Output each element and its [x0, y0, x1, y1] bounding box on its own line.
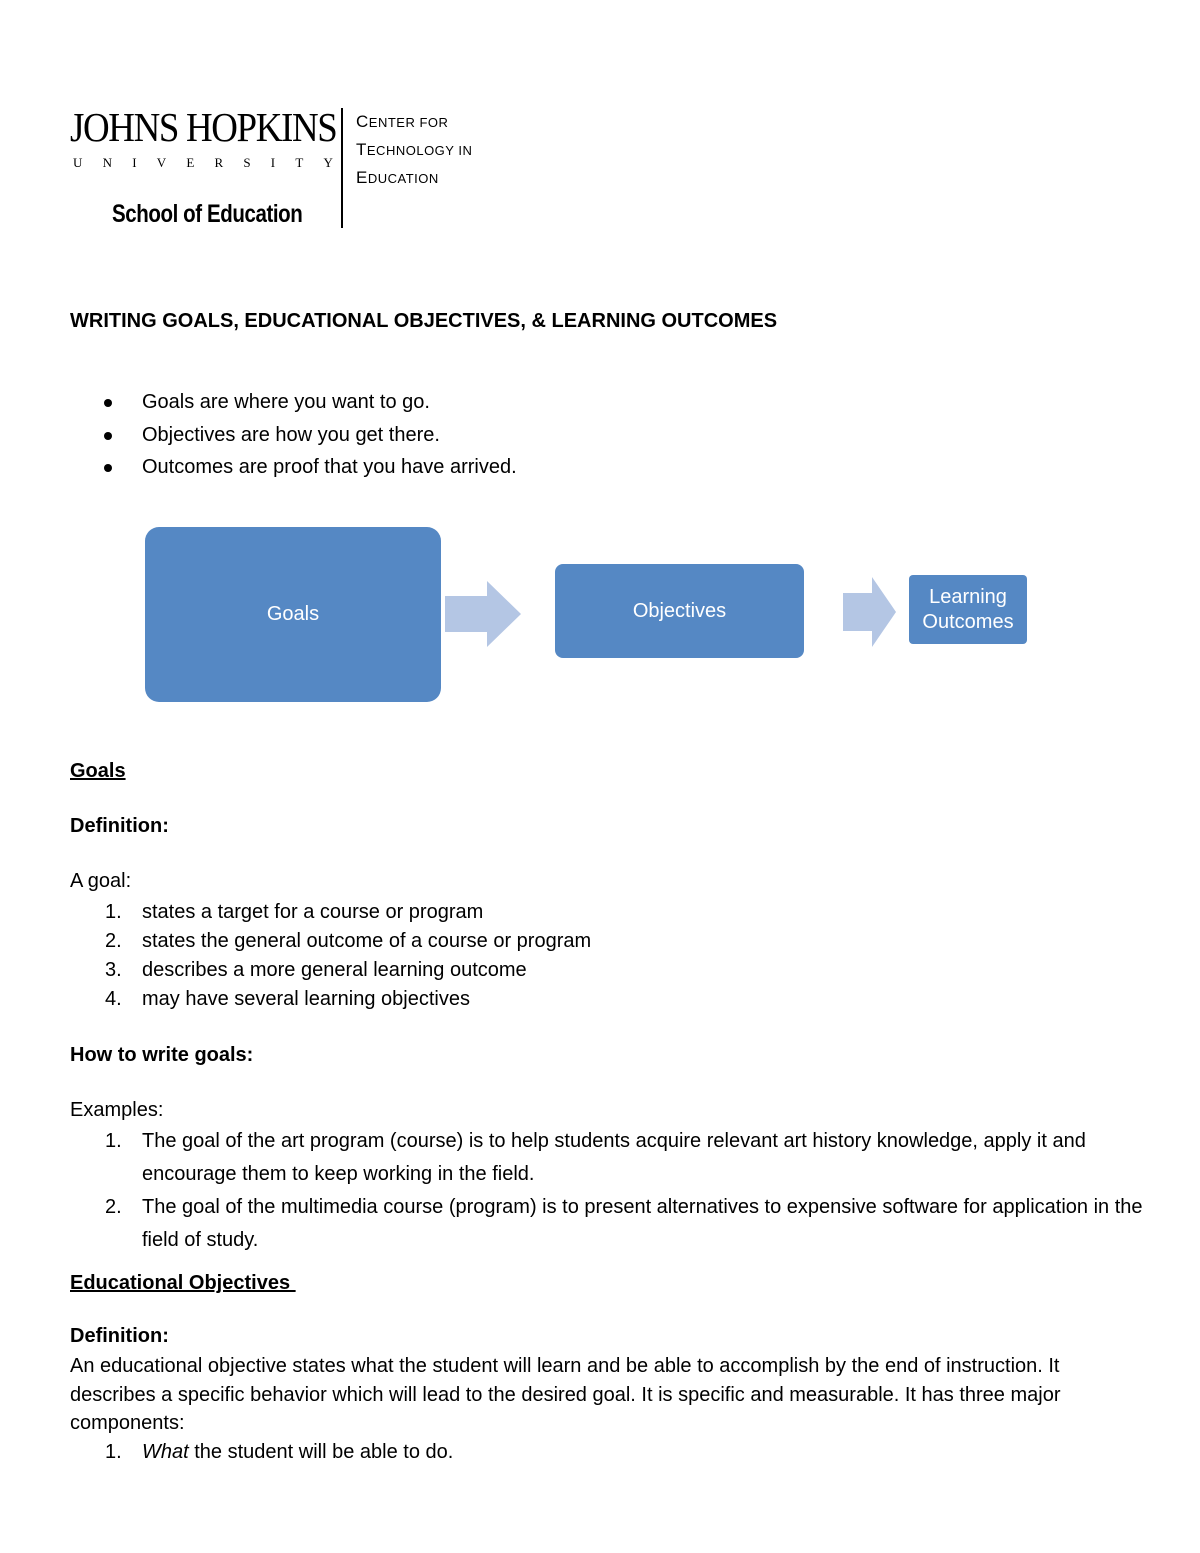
list-item: 4. may have several learning objectives — [105, 988, 470, 1010]
objectives-definition-label: Definition: — [70, 1325, 169, 1347]
logo-univ-letter: I — [132, 155, 137, 170]
logo-univ-letter: R — [214, 155, 224, 170]
goals-definition-label: Definition: — [70, 815, 169, 837]
logo-university — [73, 155, 333, 171]
logo-center-line: CENTER FOR — [356, 112, 449, 131]
diagram-outcomes-box: Learning Outcomes — [909, 575, 1027, 644]
page-title: WRITING GOALS, EDUCATIONAL OBJECTIVES, & LEARNING OUTCOMES — [70, 310, 778, 332]
logo-univ-letter: N — [102, 155, 112, 170]
objectives-components-list — [105, 1438, 453, 1467]
goals-heading: Goals — [70, 760, 126, 782]
how-to-write-goals-label: How to write goals: — [70, 1044, 254, 1066]
objectives-heading: Educational Objectives — [70, 1272, 296, 1294]
bullet-icon — [104, 399, 112, 407]
diagram-objectives-box: Objectives — [555, 564, 804, 658]
list-item: 1. states a target for a course or program — [105, 901, 484, 923]
logo-school: School of Education — [112, 200, 303, 228]
list-item: Outcomes are proof that you have arrived. — [104, 451, 517, 484]
logo-univ-letter: S — [243, 155, 251, 170]
logo-univ-letter: E — [186, 155, 195, 170]
list-item: 2. The goal of the multimedia course (program) is to present alternatives to expensive software for application in the field of study. — [105, 1196, 1143, 1251]
objectives-paragraph: An educational objective states what the student will learn and be able to accomplish by the end of instruction. It describes a specific behavior which will lead to the desired goal. It is specific and measurable. It has three major components: — [70, 1355, 1061, 1434]
list-item: 1. What the student will be able to do. — [105, 1441, 454, 1463]
logo-center-line: TECHNOLOGY IN — [356, 140, 473, 159]
logo-univ-letter: V — [156, 155, 167, 170]
list-item: 3. describes a more general learning outcome — [105, 959, 527, 981]
logo-univ-letter: T — [295, 155, 304, 170]
list-item: 1. The goal of the art program (course) is to help students acquire relevant art history knowledge, apply it and encourage them to keep working in the field. — [105, 1130, 1086, 1185]
list-item: Objectives are how you get there. — [104, 419, 517, 452]
diagram-arrow-icon — [842, 576, 898, 650]
goals-definition-list — [105, 898, 591, 1014]
examples-label: Examples: — [70, 1099, 164, 1121]
list-item: Goals are where you want to go. — [104, 386, 517, 419]
goals-examples-list — [105, 1125, 1145, 1257]
diagram-goals-box: Goals — [145, 527, 441, 702]
bullet-icon — [104, 464, 112, 472]
logo-divider — [341, 108, 343, 228]
logo-wordmark: JOHNS HOPKINS — [70, 104, 337, 150]
diagram-arrow-icon — [443, 580, 523, 650]
logo-univ-letter: Y — [323, 155, 333, 170]
logo-center-line: EDUCATION — [356, 168, 439, 187]
summary-bullets — [104, 386, 517, 484]
bullet-icon — [104, 432, 112, 440]
logo-center — [356, 108, 472, 192]
logo-univ-letter: U — [73, 155, 83, 170]
logo-univ-letter: I — [270, 155, 276, 170]
list-item: 2. states the general outcome of a course or program — [105, 930, 592, 952]
goals-intro: A goal: — [70, 870, 132, 892]
